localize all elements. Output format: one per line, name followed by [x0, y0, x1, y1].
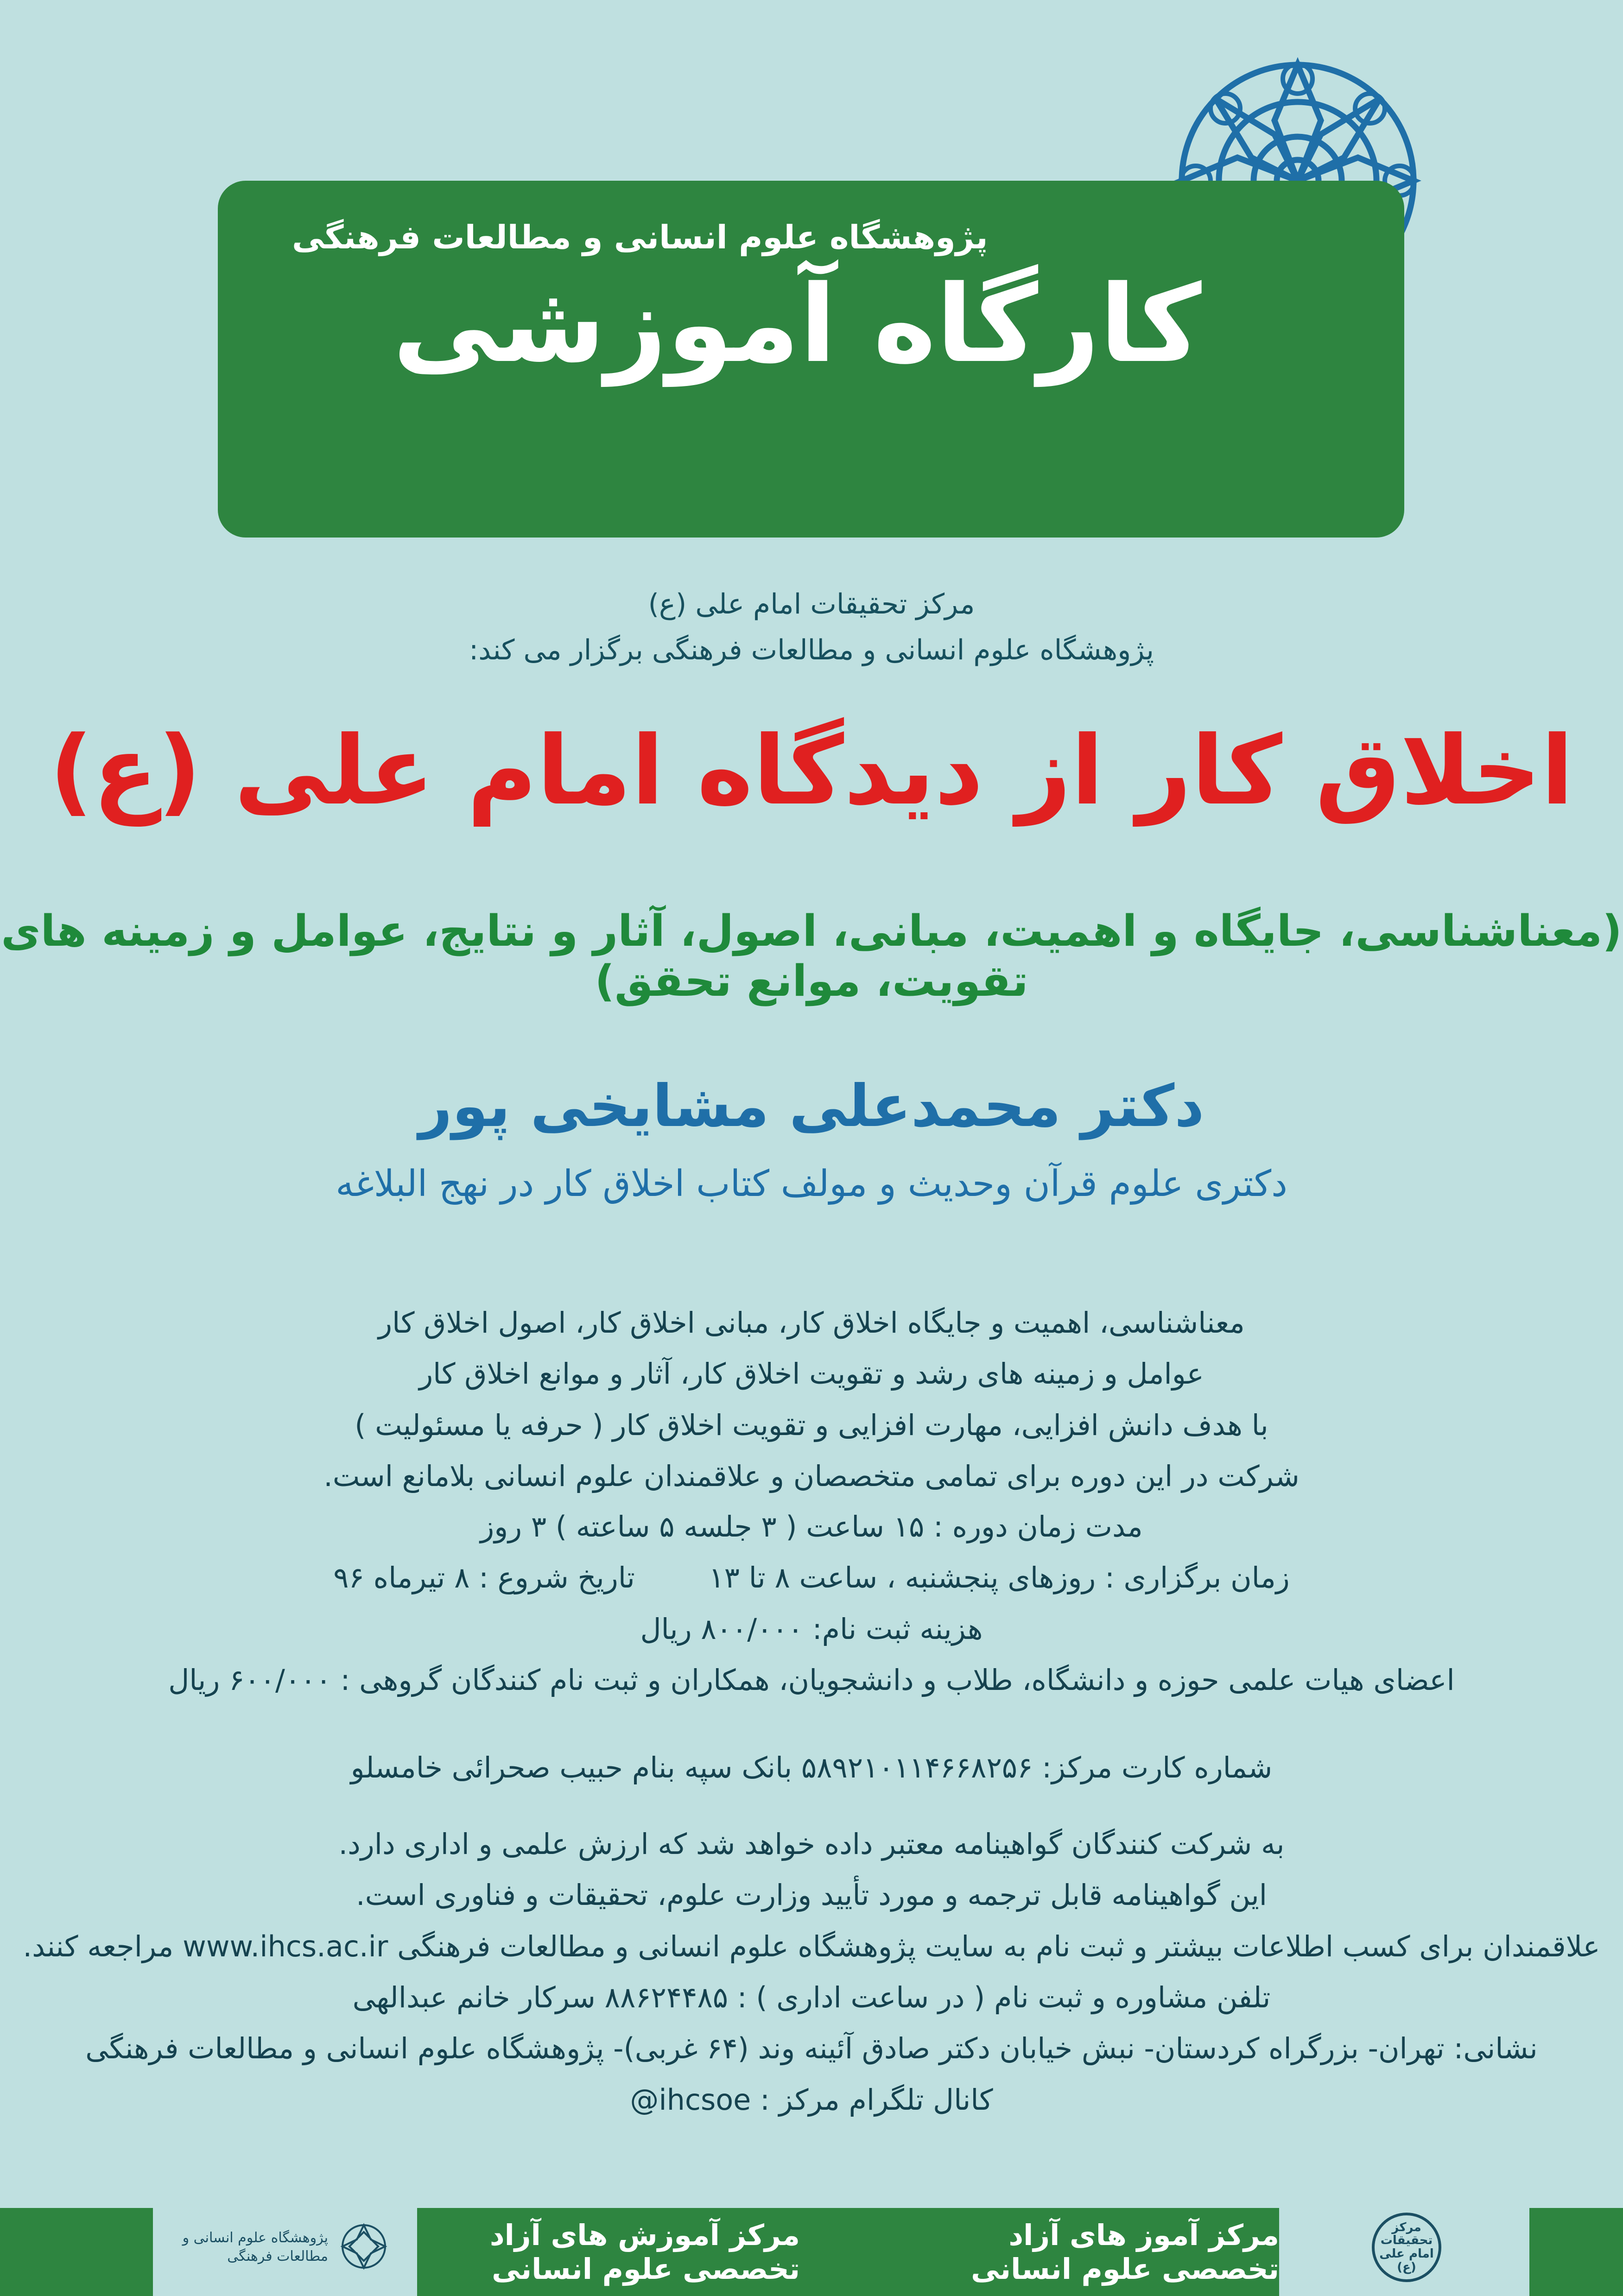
schedule-fee: هزینه ثبت نام: ۸۰۰/۰۰۰ ریال [640, 1612, 983, 1646]
topics-block [0, 1297, 1623, 1502]
phone-note: تلفن مشاوره و ثبت نام ( در ساعت اداری ) : ۸۸۶۲۴۴۸۵ سرکار خانم عبدالهی [352, 1980, 1271, 2015]
address-note: نشانی: تهران- بزرگراه کردستان- نبش خیابان دکتر صادق آئینه وند (۶۴ غربی)- پژوهشگاه علوم انسانی و مطالعات فرهنگی [85, 2031, 1538, 2066]
intro-line-1: مرکز تحقیقات امام علی (ع) [648, 588, 975, 620]
institute-name: پژوهشگاه علوم انسانی و مطالعات فرهنگی [292, 218, 988, 256]
footer-institute-logo [167, 2208, 389, 2287]
header-banner [218, 181, 1404, 538]
footer-center-seal [1298, 2210, 1515, 2284]
schedule-days-and-start [0, 1552, 1623, 1603]
schedule-days: زمان برگزاری : روزهای پنجشنبه ، ساعت ۸ تا ۱۳ [709, 1561, 1290, 1595]
footer-green-block-right [1529, 2208, 1623, 2296]
footer-center-label-right: مرکز آموز های آزاد تخصصی علوم انسانی [971, 2218, 1279, 2286]
speaker-description: دکتری علوم قرآن وحدیث و مولف کتاب اخلاق کار در نهج البلاغه [336, 1163, 1287, 1205]
schedule-duration: مدت زمان دوره : ۱۵ ساعت ( ۳ جلسه ۵ ساعته ) ۳ روز [480, 1510, 1143, 1543]
topic-line: معناشناسی، اهمیت و جایگاه اخلاق کار، مبانی اخلاق کار، اصول اخلاق کار [378, 1306, 1245, 1340]
certificate-note-2: این گواهینامه قابل ترجمه و مورد تأیید وزارت علوم، تحقیقات و فناوری است. [355, 1878, 1268, 1912]
banner-title: کارگاه آموزشی [393, 263, 1202, 386]
footer-center-label-left: مرکز آموزش های آزاد تخصصی علوم انسانی [489, 2218, 800, 2286]
telegram-note[interactable]: کانال تلگرام مرکز : ihcsoe@ [630, 2082, 993, 2117]
payment-card-number: شماره کارت مرکز: ۵۸۹۲۱۰۱۱۴۶۶۸۲۵۶ بانک سپه بنام حبیب صحرائی خامسلو [350, 1751, 1273, 1784]
notes-block [0, 1819, 1623, 2125]
schedule-start-date: تاریخ شروع : ۸ تیرماه ۹۶ [333, 1561, 635, 1595]
intro-block [0, 582, 1623, 673]
topic-line: با هدف دانش افزایی، مهارت افزایی و تقویت اخلاق کار ( حرفه یا مسئولیت ) [355, 1408, 1268, 1442]
page-title: اخلاق کار از دیدگاه امام علی (ع) [49, 716, 1574, 826]
speaker-name: دکتر محمدعلی مشایخی پور [418, 1073, 1205, 1140]
payment-block [0, 1742, 1623, 1793]
schedule-group-fee: اعضای هیات علمی حوزه و دانشگاه، طلاب و دانشجویان، همکاران و ثبت نام کنندگان گروهی : ۶۰۰/۰۰۰ ریال [168, 1663, 1455, 1697]
schedule-block [0, 1501, 1623, 1706]
certificate-note-1: به شرکت کنندگان گواهینامه معتبر داده خواهد شد که ارزش علمی و اداری دارد. [338, 1827, 1285, 1861]
topic-line: شرکت در این دوره برای تمامی متخصصان و علاقمندان علوم انسانی بلامانع است. [323, 1459, 1300, 1493]
footer-center-text [417, 2208, 1279, 2296]
intro-line-2: پژوهشگاه علوم انسانی و مطالعات فرهنگی برگزار می کند: [469, 634, 1154, 666]
institute-logo-icon [338, 2221, 389, 2274]
footer-bar [0, 2208, 1623, 2296]
page-subtitle: (معناشناسی، جایگاه و اهمیت، مبانی، اصول، آثار و نتایج، عوامل و زمینه های تقویت، موانع تحقق) [1, 906, 1622, 1006]
topic-line: عوامل و زمینه های رشد و تقویت اخلاق کار، آثار و موانع اخلاق کار [419, 1357, 1204, 1391]
seal-icon: مرکز تحقیقات امام علی (ع) [1372, 2213, 1441, 2282]
footer-green-block-left [0, 2208, 153, 2296]
website-note[interactable]: علاقمندان برای کسب اطلاعات بیشتر و ثبت نام به سایت پژوهشگاه علوم انسانی و مطالعات فرهنگی www.ihcs.ac.ir مراجعه کنند. [23, 1929, 1600, 1963]
footer-institute-logo-text: پژوهشگاه علوم انسانی و مطالعات فرهنگی [182, 2229, 328, 2264]
